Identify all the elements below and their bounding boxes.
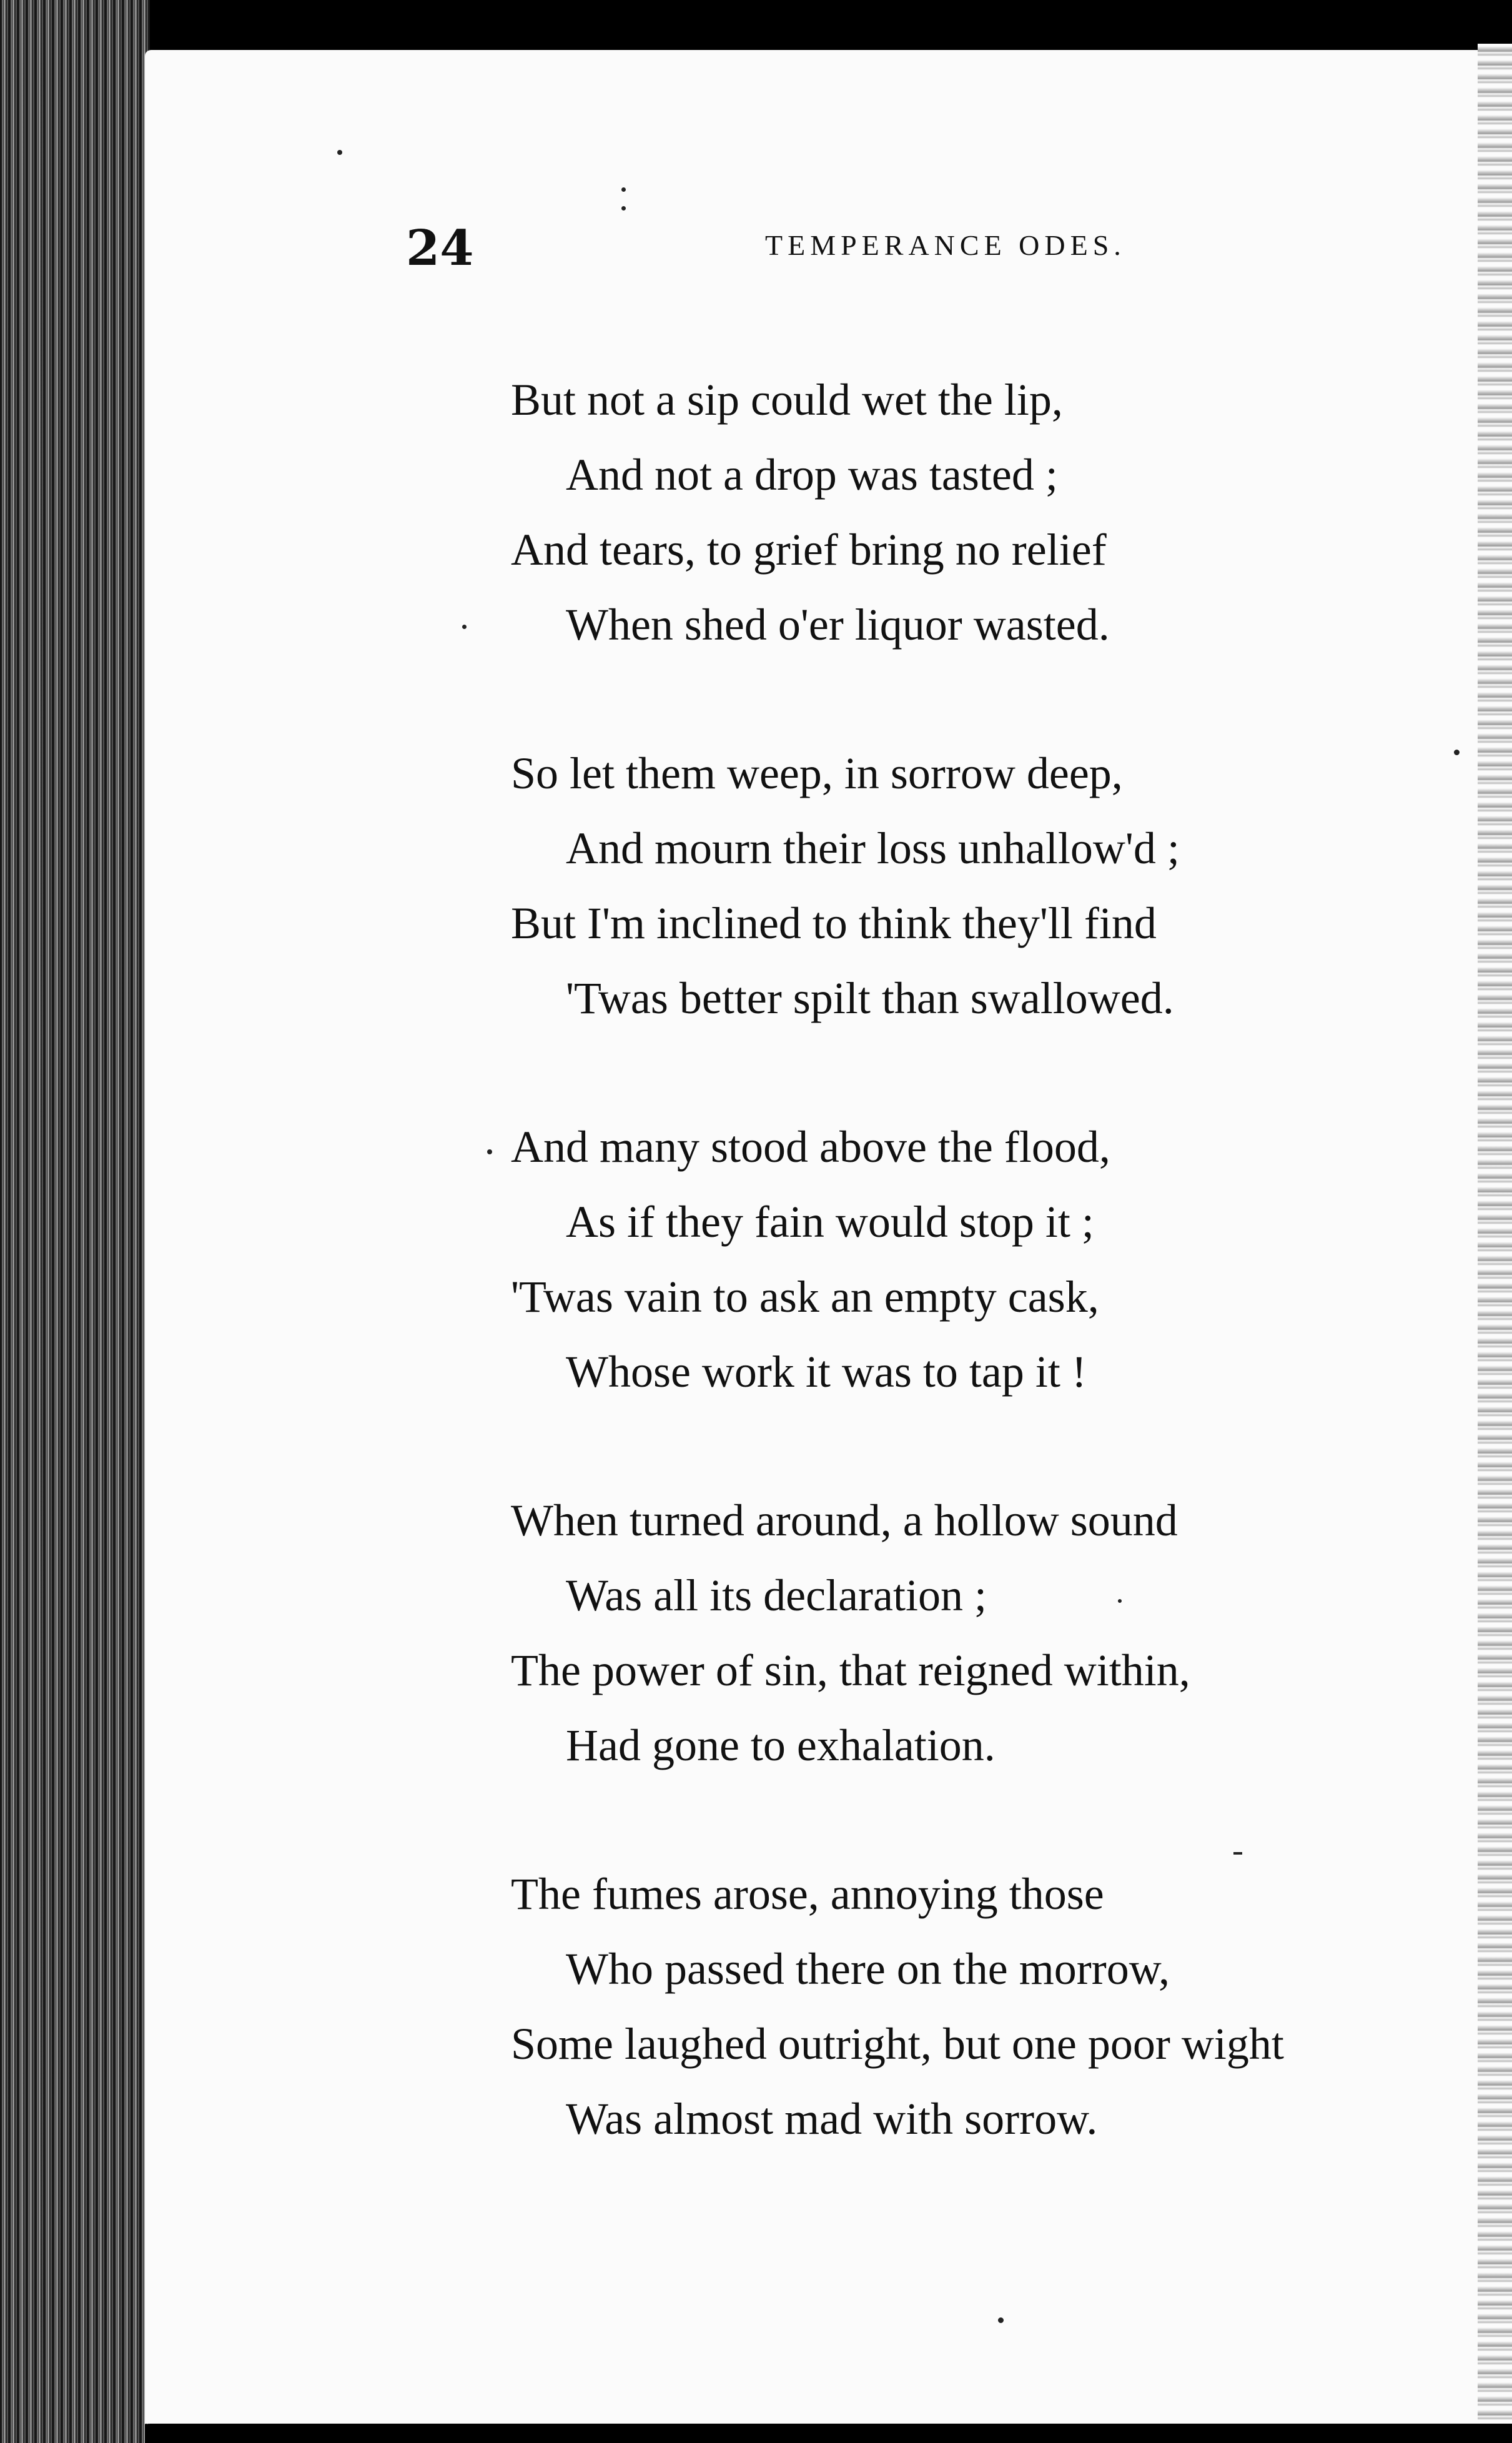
print-speck <box>621 187 626 192</box>
poem-line: And tears, to grief bring no relief <box>511 525 1107 575</box>
print-speck <box>998 2317 1004 2323</box>
poem-line: As if they fain would stop it ; <box>566 1197 1094 1247</box>
stanza-4 <box>511 1483 1460 1783</box>
print-speck <box>1233 1852 1242 1855</box>
stanza-2 <box>511 736 1460 1036</box>
poem-line: When shed o'er liquor wasted. <box>566 600 1110 650</box>
poem-line: And mourn their loss unhallow'd ; <box>566 823 1180 873</box>
poem-line: The power of sin, that reigned within, <box>511 1645 1190 1695</box>
print-speck <box>487 1149 492 1154</box>
stanza-3 <box>511 1109 1460 1409</box>
poem-body <box>511 362 1460 2230</box>
poem-line: 'Twas better spilt than swallowed. <box>566 973 1174 1023</box>
running-head <box>406 220 1255 282</box>
page-number: 24 <box>406 220 474 277</box>
poem-line: And many stood above the flood, <box>511 1122 1110 1172</box>
stanza-1 <box>511 362 1460 662</box>
print-speck <box>462 625 467 629</box>
running-title: TEMPERANCE ODES. <box>765 229 1126 261</box>
poem-line: Some laughed outright, but one poor wight <box>511 2019 1284 2069</box>
poem-line: 'Twas vain to ask an empty cask, <box>511 1272 1099 1322</box>
poem-line: When turned around, a hollow sound <box>511 1495 1178 1545</box>
page-right-edge <box>1478 44 1512 2424</box>
poem-line: But not a sip could wet the lip, <box>511 375 1063 425</box>
print-speck <box>1118 1599 1122 1603</box>
page-bottom-edge <box>145 2424 1512 2443</box>
poem-line: And not a drop was tasted ; <box>566 450 1058 500</box>
poem-line: Had gone to exhalation. <box>566 1720 996 1770</box>
poem-line: Was almost mad with sorrow. <box>566 2094 1098 2144</box>
print-speck <box>1454 750 1460 755</box>
poem-line: Whose work it was to tap it ! <box>566 1347 1087 1397</box>
poem-line: But I'm inclined to think they'll find <box>511 898 1157 948</box>
print-speck <box>337 150 342 155</box>
poem-line: The fumes arose, annoying those <box>511 1869 1104 1919</box>
book-binding-gutter <box>0 0 150 2443</box>
poem-line: So let them weep, in sorrow deep, <box>511 748 1123 798</box>
poem-line: Was all its declaration ; <box>566 1570 987 1620</box>
print-speck <box>621 206 626 211</box>
stanza-5 <box>511 1856 1460 2156</box>
poem-line: Who passed there on the morrow, <box>566 1944 1170 1994</box>
